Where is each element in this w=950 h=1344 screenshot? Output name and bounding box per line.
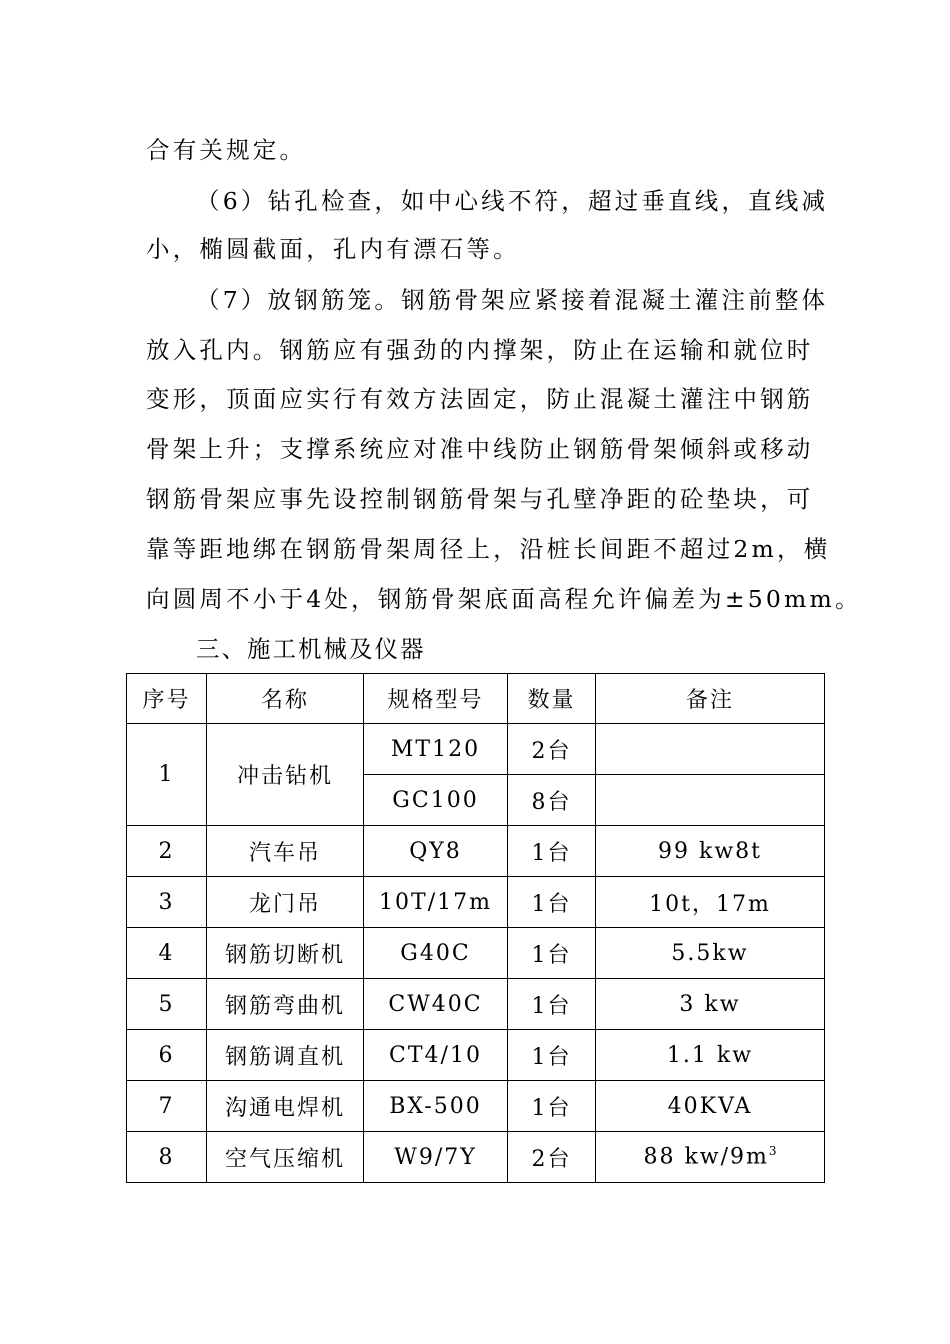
cell-spec: CW40C: [364, 979, 508, 1030]
table-row: [127, 928, 825, 979]
cell-name: 钢筋弯曲机: [207, 979, 364, 1030]
cell-spec: BX-500: [364, 1081, 508, 1132]
cell-qty: 1台: [508, 1081, 596, 1132]
table-row: [127, 724, 825, 775]
cell-qty: 1台: [508, 877, 596, 928]
section-title: 三、施工机械及仪器: [196, 635, 426, 663]
cell-note: 99 kw8t: [596, 826, 825, 877]
cell-no: 4: [127, 928, 207, 979]
cell-no: 7: [127, 1081, 207, 1132]
text-line-1: 合有关规定。: [146, 136, 307, 164]
cell-spec: QY8: [364, 826, 508, 877]
cell-no: 8: [127, 1132, 207, 1183]
cell-name: 钢筋调直机: [207, 1030, 364, 1081]
table-row: [127, 877, 825, 928]
cell-name: 钢筋切断机: [207, 928, 364, 979]
text-line-5: 放入孔内。钢筋应有强劲的内撑架，防止在运输和就位时: [146, 336, 814, 364]
table-row: [127, 1081, 825, 1132]
cell-note: 10t，17m: [596, 877, 825, 928]
cell-note: 3 kw: [596, 979, 825, 1030]
header-spec: 规格型号: [364, 674, 508, 724]
cell-no: 6: [127, 1030, 207, 1081]
cell-spec: CT4/10: [364, 1030, 508, 1081]
table-header-row: [127, 674, 825, 724]
cell-no: 1: [127, 724, 207, 826]
cell-qty: 2台: [508, 1132, 596, 1183]
header-name: 名称: [207, 674, 364, 724]
text-line-2: （6）钻孔检查，如中心线不符，超过垂直线，直线减: [196, 187, 829, 215]
cell-note: 40KVA: [596, 1081, 825, 1132]
table-row: [127, 1132, 825, 1183]
cell-qty: 1台: [508, 979, 596, 1030]
cell-name: 沟通电焊机: [207, 1081, 364, 1132]
cell-name: 空气压缩机: [207, 1132, 364, 1183]
table-row: [127, 1030, 825, 1081]
text-line-7: 骨架上升；支撑系统应对准中线防止钢筋骨架倾斜或移动: [146, 435, 814, 463]
cell-note: [596, 775, 825, 826]
cell-name: 汽车吊: [207, 826, 364, 877]
cell-note: [596, 724, 825, 775]
cell-note: [596, 1132, 825, 1183]
cell-qty: 2台: [508, 724, 596, 775]
cell-no: 5: [127, 979, 207, 1030]
header-qty: 数量: [508, 674, 596, 724]
cell-note: 1.1 kw: [596, 1030, 825, 1081]
cell-qty: 8台: [508, 775, 596, 826]
note-main: 88 kw/9m: [643, 1144, 769, 1170]
cell-spec: 10T/17m: [364, 877, 508, 928]
table-row: [127, 979, 825, 1030]
table-row: [127, 826, 825, 877]
cell-spec: W9/7Y: [364, 1132, 508, 1183]
text-line-9: 靠等距地绑在钢筋骨架周径上，沿桩长间距不超过2m，横: [146, 535, 831, 563]
cell-spec: GC100: [364, 775, 508, 826]
text-line-8: 钢筋骨架应事先设控制钢筋骨架与孔壁净距的砼垫块，可: [146, 485, 814, 513]
cell-qty: 1台: [508, 826, 596, 877]
note-superscript: 3: [768, 1144, 777, 1159]
cell-no: 2: [127, 826, 207, 877]
cell-name: 龙门吊: [207, 877, 364, 928]
equipment-table: [126, 673, 825, 1183]
text-line-4: （7）放钢筋笼。钢筋骨架应紧接着混凝土灌注前整体: [196, 286, 829, 314]
header-no: 序号: [127, 674, 207, 724]
cell-note: 5.5kw: [596, 928, 825, 979]
cell-spec: MT120: [364, 724, 508, 775]
cell-spec: G40C: [364, 928, 508, 979]
text-line-10: 向圆周不小于4处，钢筋骨架底面高程允许偏差为±50mm。: [146, 585, 862, 613]
text-line-3: 小，椭圆截面，孔内有漂石等。: [146, 235, 520, 263]
text-line-6: 变形，顶面应实行有效方法固定，防止混凝土灌注中钢筋: [146, 385, 814, 413]
header-note: 备注: [596, 674, 825, 724]
cell-no: 3: [127, 877, 207, 928]
cell-name: 冲击钻机: [207, 724, 364, 826]
cell-qty: 1台: [508, 928, 596, 979]
cell-qty: 1台: [508, 1030, 596, 1081]
